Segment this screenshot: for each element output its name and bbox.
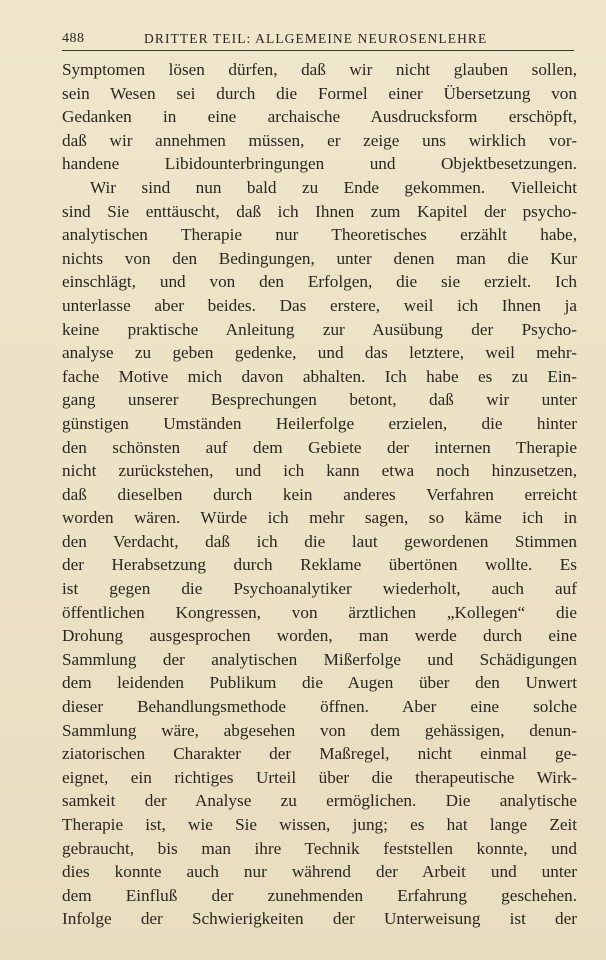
text-line: nichts von den Bedingungen, unter denen man die Kur: [62, 248, 577, 268]
text-line: ziatorischen Charakter der Maßregel, nicht einmal ge-: [62, 744, 577, 764]
text-line: der Herabsetzung durch Reklame übertönen wollte. Es: [62, 555, 577, 575]
page-number: 488: [62, 31, 85, 46]
page-header: [62, 26, 574, 51]
text-line: Sammlung wäre, abgesehen von dem gehässigen, denun-: [62, 720, 577, 740]
text-line: den Verdacht, daß ich die laut gewordenen Stimmen: [62, 531, 577, 551]
text-line: fache Motive mich davon abhalten. Ich habe es zu Ein-: [62, 366, 577, 386]
text-line: daß dieselben durch kein anderes Verfahren erreicht: [62, 484, 577, 504]
text-line: günstigen Umständen Heilerfolge erzielen, die hinter: [62, 413, 577, 433]
text-line: dies konnte auch nur während der Arbeit und unter: [62, 862, 577, 882]
text-line: nicht zurückstehen, und ich kann etwa noch hinzusetzen,: [62, 461, 577, 481]
text-line: gebraucht, bis man ihre Technik feststellen konnte, und: [62, 838, 577, 858]
text-line: dem Einfluß der zunehmenden Erfahrung geschehen.: [62, 885, 577, 905]
text-line: Gedanken in eine archaische Ausdrucksform erschöpft,: [62, 107, 577, 127]
text-line: dem leidenden Publikum die Augen über den Unwert: [62, 673, 577, 693]
text-line: Symptomen lösen dürfen, daß wir nicht glauben sollen,: [62, 60, 577, 79]
text-line: unterlasse aber beides. Das erstere, weil ich Ihnen ja: [62, 295, 577, 315]
text-line: sind Sie enttäuscht, daß ich Ihnen zum Kapitel der psycho-: [62, 201, 577, 221]
text-line-paragraph-start: Wir sind nun bald zu Ende gekommen. Vielleicht: [90, 177, 577, 197]
text-line: gang unserer Besprechungen betont, daß wir unter: [62, 390, 577, 410]
running-head: DRITTER TEIL: ALLGEMEINE NEUROSENLEHRE: [144, 31, 488, 46]
text-line: Therapie ist, wie Sie wissen, jung; es hat lange Zeit: [62, 815, 577, 834]
text-line: Drohung ausgesprochen worden, man werde durch eine: [62, 626, 577, 646]
text-line: sein Wesen sei durch die Formel einer Übersetzung von: [62, 83, 577, 103]
text-line: samkeit der Analyse zu ermöglichen. Die analytische: [62, 791, 577, 811]
text-line: eignet, ein richtiges Urteil über die therapeutische Wirk-: [62, 767, 577, 787]
text-line: analyse zu geben gedenke, und das letztere, weil mehr-: [62, 343, 577, 363]
text-line: keine praktische Anleitung zur Ausübung der Psycho-: [62, 319, 577, 339]
text-line: einschlägt, und von den Erfolgen, die sie erzielt. Ich: [62, 272, 577, 292]
text-line: analytischen Therapie nur Theoretisches erzählt habe,: [62, 225, 577, 245]
text-line: öffentlichen Kongressen, von ärztlichen „Kollegen“ die: [62, 602, 577, 622]
text-line: Infolge der Schwierigkeiten der Unterweisung ist der: [62, 909, 577, 929]
body-text: [62, 58, 577, 931]
text-line: daß wir annehmen müssen, er zeige uns wirklich vor-: [62, 130, 577, 150]
text-line: handene Libidounterbringungen und Objektbesetzungen.: [62, 154, 577, 174]
text-line: den schönsten auf dem Gebiete der internen Therapie: [62, 437, 577, 457]
text-line: ist gegen die Psychoanalytiker wiederholt, auch auf: [62, 579, 577, 599]
text-line: worden wären. Würde ich mehr sagen, so käme ich in: [62, 508, 577, 528]
text-line: dieser Behandlungsmethode öffnen. Aber eine solche: [62, 697, 577, 717]
text-line: Sammlung der analytischen Mißerfolge und Schädigungen: [62, 649, 577, 669]
